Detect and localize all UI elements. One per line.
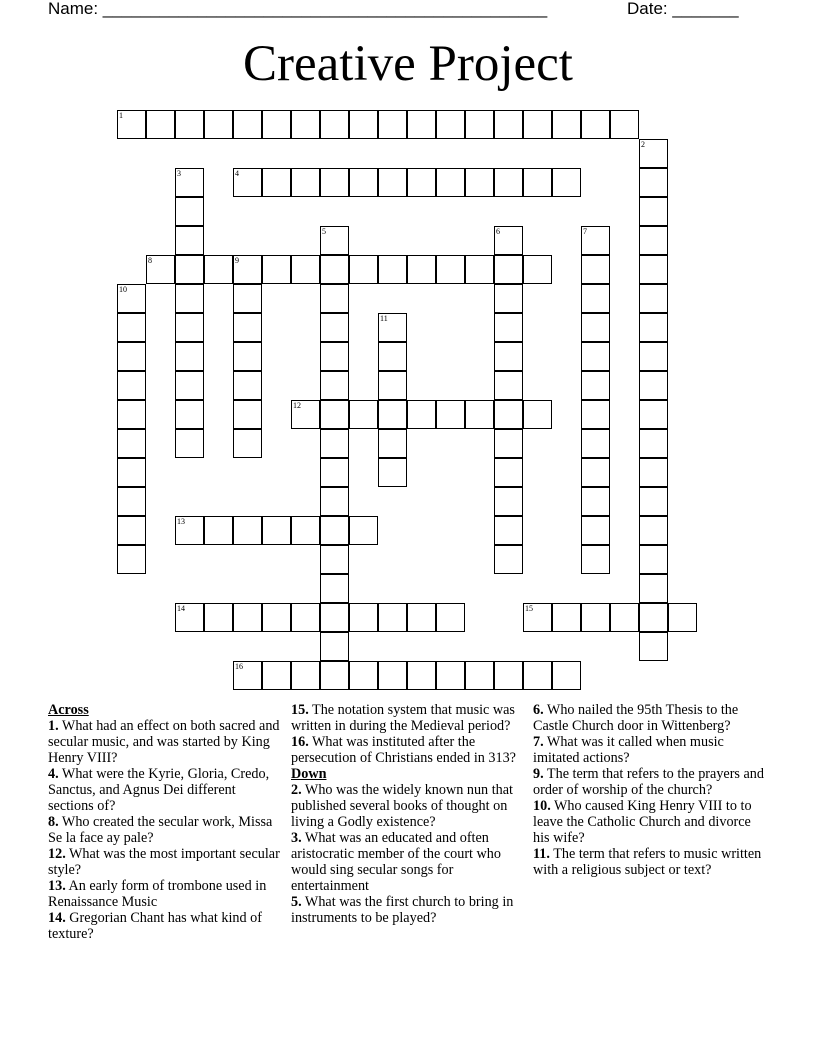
grid-cell[interactable] (349, 603, 378, 632)
grid-cell[interactable] (233, 429, 262, 458)
grid-cell[interactable] (349, 400, 378, 429)
clue-down-7: 7. What was it called when music imitated actions? (533, 734, 724, 766)
grid-cell[interactable] (668, 603, 697, 632)
grid-cell[interactable] (262, 516, 291, 545)
grid-cell[interactable] (494, 429, 523, 458)
grid-cell[interactable] (639, 429, 668, 458)
cell-number: 9 (235, 256, 239, 265)
grid-cell[interactable] (436, 255, 465, 284)
grid-cell[interactable] (175, 516, 204, 545)
grid-cell[interactable] (378, 342, 407, 371)
grid-cell[interactable] (581, 226, 610, 255)
grid-cell[interactable] (523, 661, 552, 690)
cell-number: 16 (235, 662, 243, 671)
grid-cell[interactable] (175, 168, 204, 197)
grid-cell[interactable] (233, 284, 262, 313)
grid-cell[interactable] (581, 284, 610, 313)
grid-cell[interactable] (639, 197, 668, 226)
clue-across-1: 1. What had an effect on both sacred and secular music, and was started by King Henry VIII? (48, 718, 280, 766)
grid-cell[interactable] (436, 110, 465, 139)
grid-cell[interactable] (639, 139, 668, 168)
grid-cell[interactable] (262, 603, 291, 632)
cell-number: 4 (235, 169, 239, 178)
grid-cell[interactable] (639, 371, 668, 400)
grid-cell[interactable] (233, 603, 262, 632)
grid-cell[interactable] (378, 400, 407, 429)
cell-number: 8 (148, 256, 152, 265)
grid-cell[interactable] (494, 545, 523, 574)
grid-cell[interactable] (639, 516, 668, 545)
grid-cell[interactable] (465, 168, 494, 197)
grid-cell[interactable] (262, 110, 291, 139)
grid-cell[interactable] (639, 603, 668, 632)
grid-cell[interactable] (320, 255, 349, 284)
grid-cell[interactable] (233, 313, 262, 342)
grid-cell[interactable] (639, 226, 668, 255)
grid-cell[interactable] (639, 342, 668, 371)
grid-cell[interactable] (320, 284, 349, 313)
grid-cell[interactable] (581, 545, 610, 574)
clue-down-9: 9. The term that refers to the prayers and order of worship of the church? (533, 766, 764, 798)
grid-cell[interactable] (349, 661, 378, 690)
grid-cell[interactable] (639, 255, 668, 284)
grid-cell[interactable] (320, 168, 349, 197)
grid-cell[interactable] (465, 110, 494, 139)
grid-cell[interactable] (146, 110, 175, 139)
name-line: Name: _______________________________________________ (48, 0, 548, 18)
grid-cell[interactable] (117, 487, 146, 516)
clue-across-12: 12. What was the most important secular style? (48, 846, 280, 878)
grid-cell[interactable] (552, 661, 581, 690)
grid-cell[interactable] (320, 574, 349, 603)
down-heading: Down (291, 766, 327, 782)
clues-column-1 (48, 702, 280, 942)
grid-cell[interactable] (320, 400, 349, 429)
grid-cell[interactable] (494, 487, 523, 516)
grid-cell[interactable] (349, 110, 378, 139)
grid-cell[interactable] (320, 429, 349, 458)
cell-number: 10 (119, 285, 127, 294)
grid-cell[interactable] (320, 458, 349, 487)
grid-cell[interactable] (117, 458, 146, 487)
grid-cell[interactable] (465, 400, 494, 429)
grid-cell[interactable] (291, 603, 320, 632)
grid-cell[interactable] (494, 110, 523, 139)
grid-cell[interactable] (117, 516, 146, 545)
grid-cell[interactable] (581, 487, 610, 516)
grid-cell[interactable] (639, 313, 668, 342)
grid-cell[interactable] (175, 110, 204, 139)
grid-cell[interactable] (378, 458, 407, 487)
cell-number: 14 (177, 604, 185, 613)
grid-cell[interactable] (262, 255, 291, 284)
grid-cell[interactable] (639, 458, 668, 487)
grid-cell[interactable] (117, 342, 146, 371)
clue-across-15: 15. The notation system that music was written in during the Medieval period? (291, 702, 515, 734)
grid-cell[interactable] (320, 110, 349, 139)
grid-cell[interactable] (175, 284, 204, 313)
grid-cell[interactable] (407, 255, 436, 284)
grid-cell[interactable] (233, 168, 262, 197)
grid-cell[interactable] (581, 516, 610, 545)
cell-number: 5 (322, 227, 326, 236)
grid-cell[interactable] (639, 487, 668, 516)
grid-cell[interactable] (581, 400, 610, 429)
clue-across-4: 4. What were the Kyrie, Gloria, Credo, Sanctus, and Agnus Dei different sections of? (48, 766, 270, 814)
grid-cell[interactable] (494, 458, 523, 487)
grid-cell[interactable] (465, 661, 494, 690)
grid-cell[interactable] (117, 429, 146, 458)
grid-cell[interactable] (117, 110, 146, 139)
grid-cell[interactable] (175, 255, 204, 284)
grid-cell[interactable] (494, 313, 523, 342)
clue-down-2: 2. Who was the widely known nun that published several books of thought on living a Godly existence? (291, 782, 513, 830)
grid-cell[interactable] (436, 400, 465, 429)
cell-number: 6 (496, 227, 500, 236)
grid-cell[interactable] (291, 400, 320, 429)
date-line: Date: _______ (627, 0, 739, 18)
grid-cell[interactable] (552, 603, 581, 632)
grid-cell[interactable] (320, 603, 349, 632)
grid-cell[interactable] (175, 429, 204, 458)
grid-cell[interactable] (320, 313, 349, 342)
grid-cell[interactable] (291, 516, 320, 545)
grid-cell[interactable] (204, 603, 233, 632)
grid-cell[interactable] (610, 110, 639, 139)
grid-cell[interactable] (204, 110, 233, 139)
grid-cell[interactable] (378, 168, 407, 197)
grid-cell[interactable] (233, 371, 262, 400)
grid-cell[interactable] (407, 168, 436, 197)
grid-cell[interactable] (378, 429, 407, 458)
grid-cell[interactable] (291, 168, 320, 197)
grid-cell[interactable] (639, 400, 668, 429)
grid-cell[interactable] (407, 603, 436, 632)
grid-cell[interactable] (581, 255, 610, 284)
clue-down-10: 10. Who caused King Henry VIII to to leave the Catholic Church and divorce his wife? (533, 798, 752, 846)
grid-cell[interactable] (407, 661, 436, 690)
cell-number: 7 (583, 227, 587, 236)
grid-cell[interactable] (378, 313, 407, 342)
grid-cell[interactable] (175, 400, 204, 429)
grid-cell[interactable] (291, 661, 320, 690)
grid-cell[interactable] (523, 400, 552, 429)
grid-cell[interactable] (581, 458, 610, 487)
grid-cell[interactable] (407, 110, 436, 139)
grid-cell[interactable] (320, 545, 349, 574)
grid-cell[interactable] (494, 371, 523, 400)
grid-cell[interactable] (233, 400, 262, 429)
grid-cell[interactable] (407, 400, 436, 429)
grid-cell[interactable] (523, 168, 552, 197)
grid-cell[interactable] (494, 661, 523, 690)
grid-cell[interactable] (523, 255, 552, 284)
grid-cell[interactable] (349, 516, 378, 545)
grid-cell[interactable] (465, 255, 494, 284)
grid-cell[interactable] (233, 255, 262, 284)
grid-cell[interactable] (320, 371, 349, 400)
cell-number: 15 (525, 604, 533, 613)
grid-cell[interactable] (320, 342, 349, 371)
grid-cell[interactable] (639, 632, 668, 661)
grid-cell[interactable] (320, 516, 349, 545)
clue-across-8: 8. Who created the secular work, Missa Se la face ay pale? (48, 814, 273, 846)
grid-cell[interactable] (581, 371, 610, 400)
clue-down-6: 6. Who nailed the 95th Thesis to the Castle Church door in Wittenberg? (533, 702, 739, 734)
grid-cell[interactable] (494, 342, 523, 371)
grid-cell[interactable] (320, 632, 349, 661)
grid-cell[interactable] (320, 487, 349, 516)
grid-cell[interactable] (552, 168, 581, 197)
clues-column-3 (533, 702, 765, 878)
grid-cell[interactable] (262, 661, 291, 690)
grid-cell[interactable] (175, 603, 204, 632)
clue-across-16: 16. What was instituted after the persecution of Christians ended in 313? (291, 734, 516, 766)
grid-cell[interactable] (494, 255, 523, 284)
cell-number: 2 (641, 140, 645, 149)
grid-cell[interactable] (523, 110, 552, 139)
grid-cell[interactable] (233, 342, 262, 371)
grid-cell[interactable] (581, 429, 610, 458)
clue-down-3: 3. What was an educated and often aristocratic member of the court who would sing secular songs for entertainment (291, 830, 501, 894)
grid-cell[interactable] (117, 545, 146, 574)
grid-cell[interactable] (378, 110, 407, 139)
grid-cell[interactable] (436, 603, 465, 632)
grid-cell[interactable] (291, 255, 320, 284)
grid-cell[interactable] (117, 400, 146, 429)
grid-cell[interactable] (581, 313, 610, 342)
grid-cell[interactable] (494, 226, 523, 255)
grid-cell[interactable] (349, 168, 378, 197)
grid-cell[interactable] (378, 661, 407, 690)
grid-cell[interactable] (117, 284, 146, 313)
grid-cell[interactable] (233, 516, 262, 545)
cell-number: 1 (119, 111, 123, 120)
grid-cell[interactable] (117, 371, 146, 400)
grid-cell[interactable] (117, 313, 146, 342)
clue-across-14: 14. Gregorian Chant has what kind of texture? (48, 910, 262, 942)
grid-cell[interactable] (494, 400, 523, 429)
clue-down-11: 11. The term that refers to music written with a religious subject or text? (533, 846, 762, 878)
clue-across-13: 13. An early form of trombone used in Renaissance Music (48, 878, 267, 910)
clues-column-2 (291, 702, 529, 955)
clue-down-5: 5. What was the first church to bring in instruments to be played? (291, 894, 514, 926)
grid-cell[interactable] (146, 255, 175, 284)
grid-cell[interactable] (262, 168, 291, 197)
grid-cell[interactable] (291, 110, 320, 139)
grid-cell[interactable] (639, 574, 668, 603)
page-title: Creative Project (243, 36, 573, 92)
grid-cell[interactable] (552, 110, 581, 139)
grid-cell[interactable] (436, 661, 465, 690)
cell-number: 11 (380, 314, 388, 323)
grid-cell[interactable] (639, 284, 668, 313)
grid-cell[interactable] (320, 226, 349, 255)
grid-cell[interactable] (233, 661, 262, 690)
grid-cell[interactable] (349, 255, 378, 284)
grid-cell[interactable] (320, 661, 349, 690)
grid-cell[interactable] (494, 168, 523, 197)
cell-number: 12 (293, 401, 301, 410)
grid-cell[interactable] (175, 342, 204, 371)
grid-cell[interactable] (639, 168, 668, 197)
grid-cell[interactable] (175, 371, 204, 400)
grid-cell[interactable] (378, 603, 407, 632)
grid-cell[interactable] (639, 545, 668, 574)
grid-cell[interactable] (378, 371, 407, 400)
grid-cell[interactable] (581, 603, 610, 632)
grid-cell[interactable] (233, 110, 262, 139)
grid-cell[interactable] (581, 110, 610, 139)
grid-cell[interactable] (581, 342, 610, 371)
grid-cell[interactable] (494, 516, 523, 545)
cell-number: 13 (177, 517, 185, 526)
grid-cell[interactable] (436, 168, 465, 197)
grid-cell[interactable] (204, 255, 233, 284)
grid-cell[interactable] (494, 284, 523, 313)
grid-cell[interactable] (175, 226, 204, 255)
grid-cell[interactable] (610, 603, 639, 632)
grid-cell[interactable] (175, 313, 204, 342)
grid-cell[interactable] (523, 603, 552, 632)
grid-cell[interactable] (175, 197, 204, 226)
grid-cell[interactable] (378, 255, 407, 284)
across-heading: Across (48, 702, 89, 718)
grid-cell[interactable] (204, 516, 233, 545)
cell-number: 3 (177, 169, 181, 178)
